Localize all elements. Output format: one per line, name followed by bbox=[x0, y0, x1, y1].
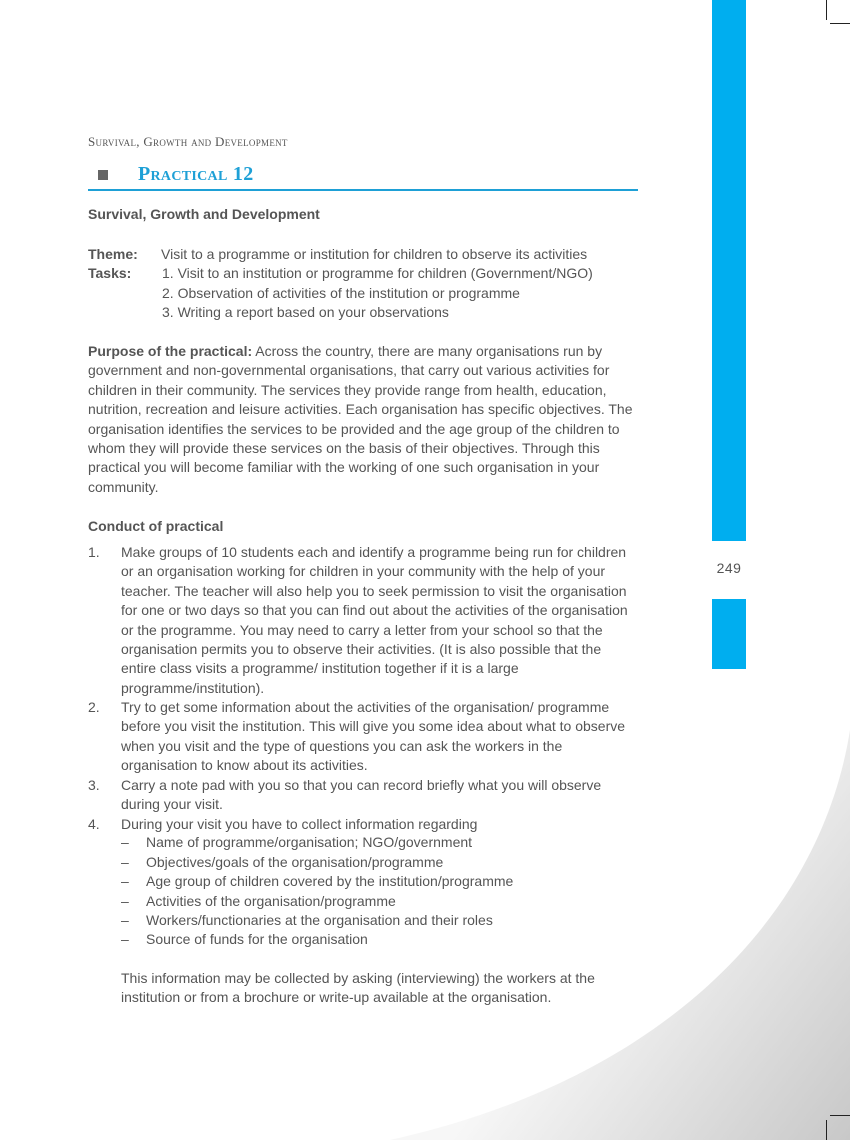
step-number: 3. bbox=[88, 777, 100, 793]
info-item bbox=[121, 931, 368, 947]
crop-mark-bottom-horizontal bbox=[830, 1115, 850, 1116]
info-item bbox=[121, 893, 396, 909]
info-item-text: Activities of the organisation/programme bbox=[146, 893, 396, 909]
task-item: 1. Visit to an institution or programme for children (Government/NGO) bbox=[162, 265, 593, 281]
running-head: Survival, Growth and Development bbox=[88, 134, 288, 149]
side-bar-bottom bbox=[712, 599, 746, 669]
info-item-text: Objectives/goals of the organisation/programme bbox=[146, 854, 444, 870]
dash-bullet: – bbox=[121, 912, 129, 928]
crop-mark-bottom-vertical bbox=[826, 1120, 827, 1140]
theme-row bbox=[88, 246, 587, 262]
step-text: Carry a note pad with you so that you can record briefly what you will observe during your visit. bbox=[121, 777, 602, 813]
info-item-text: Workers/functionaries at the organisation and their roles bbox=[146, 912, 493, 928]
dash-bullet: – bbox=[121, 834, 129, 850]
info-item-text: Age group of children covered by the institution/programme bbox=[146, 873, 514, 889]
task-item: 2. Observation of activities of the institution or programme bbox=[162, 285, 520, 301]
step-text: Try to get some information about the activities of the organisation/ programme before you visit the institution. This will give you some idea about what to observe when you visit and the type of questions you can ask the workers in the organisation to know about its activities. bbox=[121, 699, 626, 774]
step-text: During your visit you have to collect information regarding bbox=[121, 816, 478, 832]
conduct-step-1 bbox=[88, 543, 640, 698]
practical-heading bbox=[88, 162, 638, 191]
conduct-step-2 bbox=[88, 698, 640, 776]
conduct-step-4 bbox=[88, 815, 640, 834]
dash-bullet: – bbox=[121, 931, 129, 947]
info-item bbox=[121, 873, 513, 889]
step-number: 1. bbox=[88, 544, 100, 560]
info-item-text: Source of funds for the organisation bbox=[146, 931, 368, 947]
purpose-text: Across the country, there are many organisations run by government and non-governmental organisations, that carry out various activities for children in their community. The services they provide range from health, education, nutrition, recreation and leisure activities. Each organisation has specific objectives. The organisation identifies the services to be provided and the age group of the children to whom they will provide these services on the basis of their objectives. Through this practical you will become familiar with the working of one such organisation in your community. bbox=[88, 343, 633, 495]
practical-title: Practical 12 bbox=[138, 163, 254, 185]
dash-bullet: – bbox=[121, 854, 129, 870]
crop-mark-top-horizontal bbox=[830, 23, 850, 24]
info-item bbox=[121, 912, 493, 928]
task-item: 3. Writing a report based on your observations bbox=[162, 304, 449, 320]
theme-label: Theme: bbox=[88, 246, 138, 262]
page-number: 249 bbox=[716, 560, 742, 576]
dash-bullet: – bbox=[121, 893, 129, 909]
conduct-title: Conduct of practical bbox=[88, 518, 224, 534]
purpose-label: Purpose of the practical: bbox=[88, 343, 253, 359]
section-subtitle: Survival, Growth and Development bbox=[88, 206, 320, 222]
square-bullet-icon bbox=[98, 170, 108, 180]
tasks-label: Tasks: bbox=[88, 265, 132, 281]
crop-mark-top-vertical bbox=[826, 0, 827, 20]
dash-bullet: – bbox=[121, 873, 129, 889]
theme-text: Visit to a programme or institution for children to observe its activities bbox=[161, 246, 588, 262]
side-bar-top bbox=[712, 0, 746, 541]
info-item-text: Name of programme/organisation; NGO/government bbox=[146, 834, 473, 850]
step-number: 2. bbox=[88, 699, 100, 715]
step-number: 4. bbox=[88, 816, 100, 832]
closing-paragraph: This information may be collected by asking (interviewing) the workers at the institution or from a brochure or write-up available at the organisation. bbox=[121, 970, 595, 1006]
step-text: Make groups of 10 students each and identify a programme being run for children or an organisation working for children in your community with the help of your teacher. The teacher will also help you to seek permission to visit the organisation for one or two days so that you can find out about the activities of the organisation or the programme. You may need to carry a letter from your school so that the organisation permits you to observe their activities. (It is also possible that the entire class visits a programme/ institution together if it is a large programme/institution). bbox=[121, 544, 628, 696]
purpose-paragraph bbox=[88, 342, 640, 497]
conduct-step-3 bbox=[88, 776, 640, 815]
tasks-label-row bbox=[88, 265, 161, 281]
info-item bbox=[121, 854, 443, 870]
info-item bbox=[121, 834, 472, 850]
